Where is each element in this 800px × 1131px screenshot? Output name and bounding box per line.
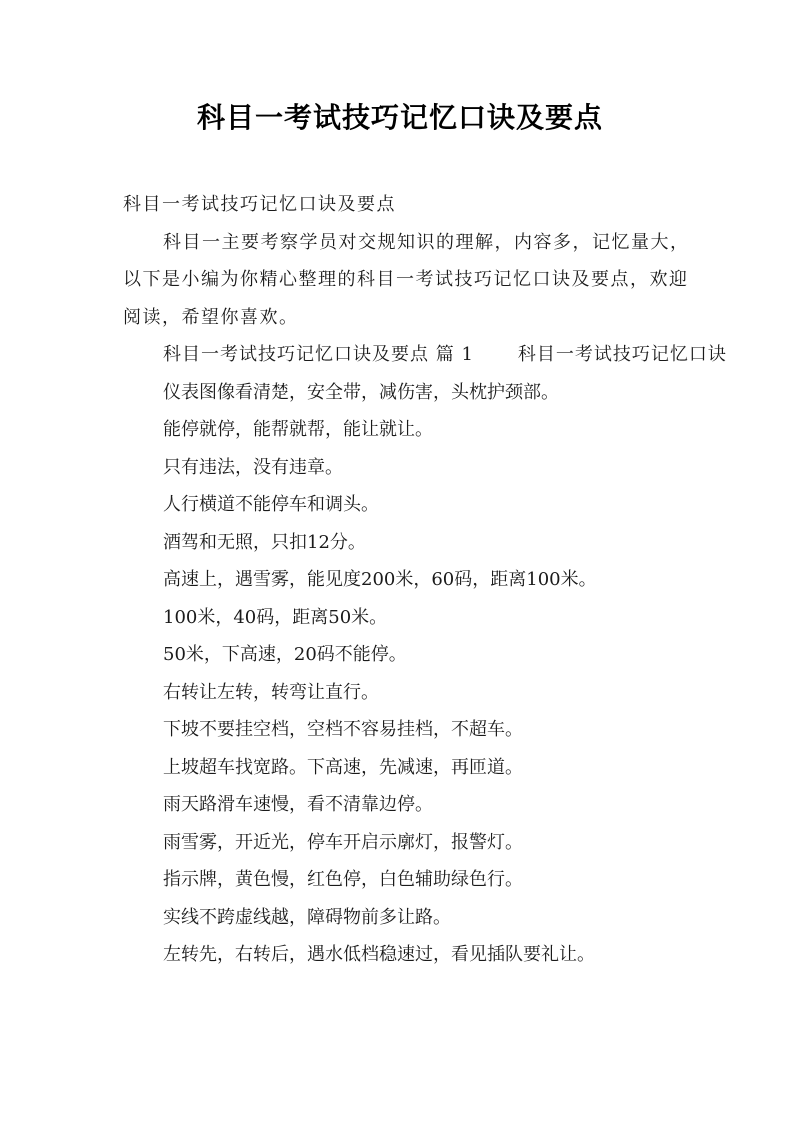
list-item: 雨雪雾，开近光，停车开启示廓灯，报警灯。 — [163, 831, 523, 853]
list-item: 下坡不要挂空档，空档不容易挂档，不超车。 — [163, 719, 523, 740]
document-title: 科目一考试技巧记忆口诀及要点 — [196, 101, 603, 134]
list-item: 左转先，右转后，遇水低档稳速过，看见插队要礼让。 — [163, 944, 595, 965]
section-heading-part-b: 科目一考试技巧记忆口诀 — [517, 344, 727, 365]
list-item: 指示牌，黄色慢，红色停，白色辅助绿色行。 — [163, 869, 523, 890]
list-item: 雨天路滑车速慢，看不清靠边停。 — [163, 794, 433, 815]
list-item: 能停就停，能帮就帮，能让就让。 — [163, 419, 433, 440]
list-item: 上坡超车找宽路。下高速，先减速，再匝道。 — [163, 756, 523, 778]
list-item: 100米，40码，距离50米。 — [163, 606, 388, 628]
list-item: 右转让左转，转弯让直行。 — [163, 681, 379, 703]
list-item: 只有违法，没有违章。 — [163, 456, 343, 478]
section-heading — [123, 336, 727, 374]
list-item: 人行横道不能停车和调头。 — [163, 494, 379, 515]
document-body — [123, 186, 727, 974]
intro-paragraph: 科目一主要考察学员对交规知识的理解，内容多，记忆量大，以下是小编为你精心整理的科目一考试技巧记忆口诀及要点，欢迎阅读，希望你喜欢。 — [123, 231, 690, 328]
list-item: 酒驾和无照，只扣12分。 — [163, 531, 366, 553]
list-item: 50米，下高速，20码不能停。 — [163, 644, 407, 665]
list-item: 仪表图像看清楚，安全带，减伤害，头枕护颈部。 — [163, 381, 559, 403]
list-item: 实线不跨虚线越，障碍物前多让路。 — [163, 906, 451, 928]
subtitle: 科目一考试技巧记忆口诀及要点 — [123, 194, 396, 215]
section-heading-part-a: 科目一考试技巧记忆口诀及要点 篇 1 — [163, 344, 474, 365]
list-item: 高速上，遇雪雾，能见度200米，60码，距离100米。 — [163, 569, 597, 590]
